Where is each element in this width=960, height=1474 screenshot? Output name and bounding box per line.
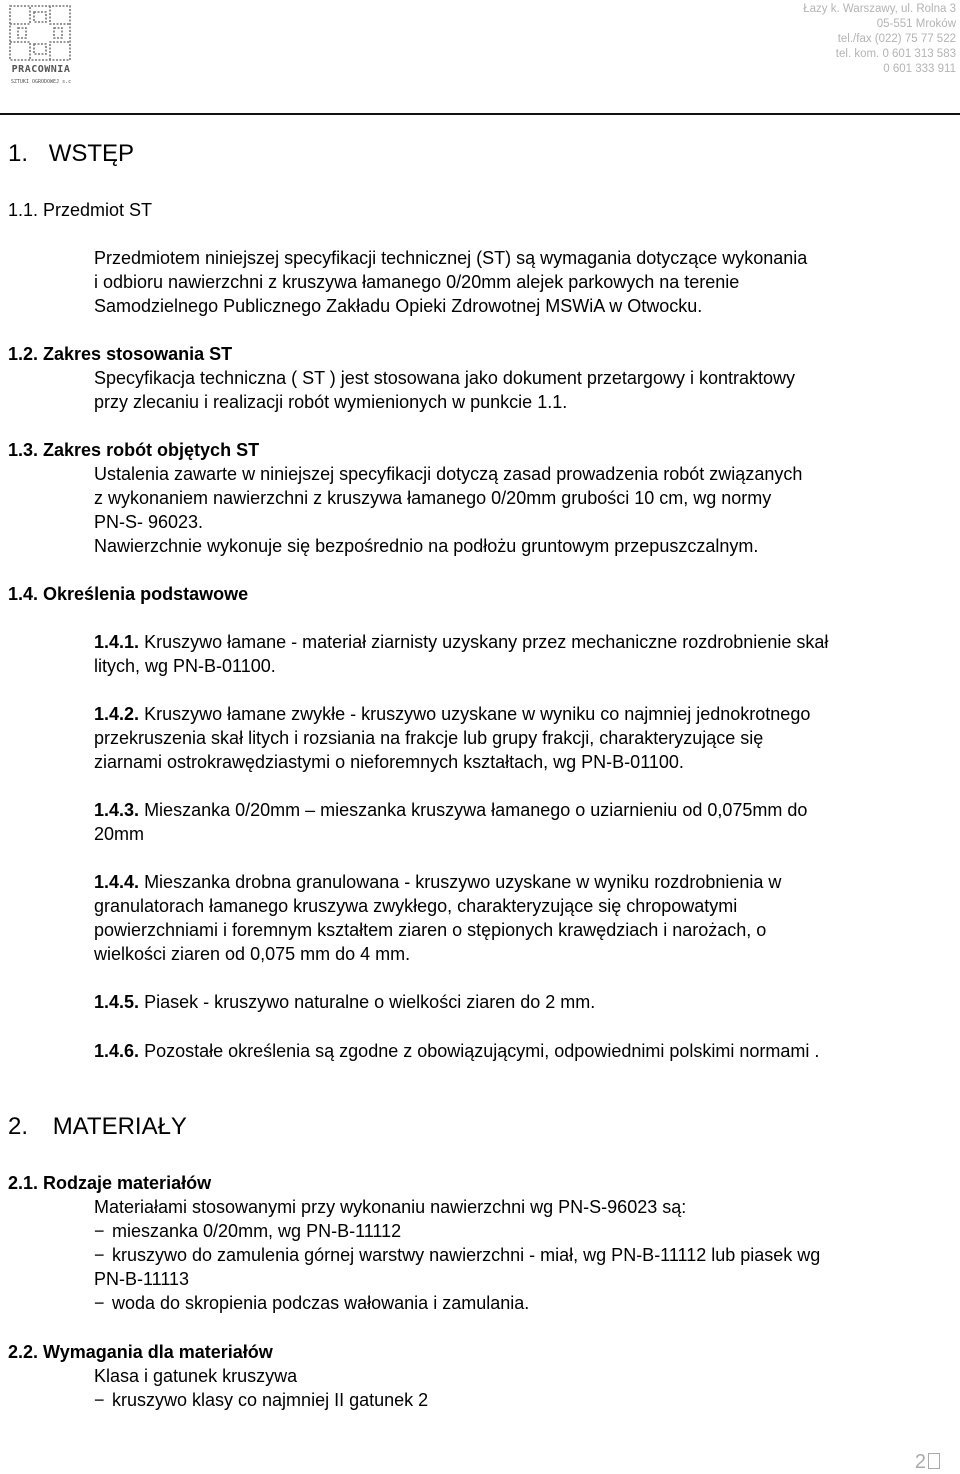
definition-number: 1.4.4.	[94, 872, 140, 892]
text-line: przy zlecaniu i realizacji robót wymienionych w punkcie 1.1.	[94, 392, 568, 412]
text-line: ziarnami ostrokrawędziastymi o nieforemnych kształtach, wg PN-B-01100.	[94, 752, 684, 772]
text-line: Piasek - kruszywo naturalne o wielkości ziaren do 2 mm.	[144, 992, 596, 1012]
text-line: Specyfikacja techniczna ( ST ) jest stosowana jako dokument przetargowy i kontraktowy	[94, 368, 795, 388]
subsection-2-1-title: 2.1. Rodzaje materiałów	[8, 1173, 212, 1193]
subsection-1-2-body	[94, 366, 795, 414]
text-line: przekruszenia skał litych i rozsiania na frakcje lub grupy frakcji, charakteryzujące się	[94, 728, 764, 748]
text-line: Mieszanka drobna granulowana - kruszywo uzyskane w wyniku rozdrobnienia w	[144, 872, 782, 892]
text-line: PN-S- 96023.	[94, 512, 204, 532]
contact-info	[803, 2, 956, 77]
text-line: z wykonaniem nawierzchni z kruszywa łamanego 0/20mm grubości 10 cm, wg normy	[94, 488, 772, 508]
contact-phone-fax: tel./fax (022) 75 77 522	[837, 33, 956, 45]
contact-address: Łazy k. Warszawy, ul. Rolna 3	[803, 3, 956, 15]
definition-1-4-4	[94, 870, 781, 966]
definition-number: 1.4.2.	[94, 704, 140, 724]
text-line: Pozostałe określenia są zgodne z obowiązującymi, odpowiednimi polskimi normami .	[144, 1041, 820, 1061]
definition-number: 1.4.5.	[94, 992, 140, 1012]
dash-bullet: −	[94, 1245, 105, 1265]
contact-postal: 05-551 Mroków	[876, 18, 956, 30]
missing-glyph-icon	[928, 1453, 940, 1469]
subsection-2-2-body	[94, 1364, 428, 1412]
subsection-1-2-title: 1.2. Zakres stosowania ST	[8, 344, 233, 364]
dash-bullet: −	[94, 1221, 105, 1241]
contact-mobile-1: tel. kom. 0 601 313 583	[835, 48, 956, 60]
logo-mark-icon	[8, 4, 74, 64]
subsection-2-1-body	[94, 1195, 820, 1315]
list-item	[94, 1219, 820, 1243]
text-line: powierzchniami i foremnym kształtem ziaren o stępionych krawędziach i narożach, o	[94, 920, 767, 940]
definition-1-4-6	[94, 1039, 819, 1063]
list-item-text: kruszywo do zamulenia górnej warstwy nawierzchni - miał, wg PN-B-11112 lub piasek wg	[112, 1245, 821, 1265]
page-number-value: 2	[914, 1451, 926, 1473]
subsection-1-3-body	[94, 462, 802, 558]
subsection-2-2-title: 2.2. Wymagania dla materiałów	[8, 1342, 273, 1362]
subsection-1-1-body	[94, 246, 807, 318]
definition-1-4-3	[94, 798, 807, 846]
text-line: 20mm	[94, 824, 145, 844]
text-line: i odbioru nawierzchni z kruszywa łamanego 0/20mm alejek parkowych na terenie	[94, 272, 740, 292]
subsection-1-1-title: 1.1. Przedmiot ST	[8, 200, 153, 220]
section-2-heading	[8, 1113, 187, 1141]
text-line: granulatorach łamanego kruszywa zwykłego, charakteryzujące się chropowatymi	[94, 896, 738, 916]
definition-number: 1.4.6.	[94, 1041, 140, 1061]
definition-1-4-5	[94, 990, 595, 1014]
text-line: Materiałami stosowanymi przy wykonaniu nawierzchni wg PN-S-96023 są:	[94, 1197, 687, 1217]
text-line: Mieszanka 0/20mm – mieszanka kruszywa łamanego o uziarnieniu od 0,075mm do	[144, 800, 808, 820]
definition-number: 1.4.3.	[94, 800, 140, 820]
text-line: Przedmiotem niniejszej specyfikacji technicznej (ST) są wymagania dotyczące wykonania	[94, 248, 808, 268]
company-logo	[8, 4, 74, 92]
list-item	[94, 1291, 820, 1315]
section-1-heading	[8, 140, 134, 168]
text-line: Nawierzchnie wykonuje się bezpośrednio na podłożu gruntowym przepuszczalnym.	[94, 536, 759, 556]
page-number	[915, 1450, 940, 1474]
header-divider	[0, 113, 960, 115]
list-item-text: kruszywo klasy co najmniej II gatunek 2	[112, 1390, 429, 1410]
dash-bullet: −	[94, 1293, 105, 1313]
logo-subtitle: SZTUKI OGRODOWEJ s.c	[10, 79, 72, 85]
list-item-text: mieszanka 0/20mm, wg PN-B-11112	[112, 1221, 402, 1241]
definition-number: 1.4.1.	[94, 632, 140, 652]
text-line: Kruszywo łamane zwykłe - kruszywo uzyskane w wyniku co najmniej jednokrotnego	[144, 704, 811, 724]
text-line: litych, wg PN-B-01100.	[94, 656, 276, 676]
text-line: Samodzielnego Publicznego Zakładu Opieki Zdrowotnej MSWiA w Otwocku.	[94, 296, 703, 316]
text-line: Kruszywo łamane - materiał ziarnisty uzyskany przez mechaniczne rozdrobnienie skał	[144, 632, 829, 652]
section-1-number: 1.	[8, 140, 29, 167]
section-2-title: MATERIAŁY	[52, 1113, 187, 1140]
text-line: wielkości ziaren od 0,075 mm do 4 mm.	[94, 944, 411, 964]
list-item	[94, 1243, 820, 1267]
subsection-1-3-title: 1.3. Zakres robót objętych ST	[8, 440, 260, 460]
logo-name: PRACOWNIA	[11, 64, 71, 75]
contact-mobile-2: 0 601 333 911	[883, 63, 956, 75]
dash-bullet: −	[94, 1390, 105, 1410]
definition-1-4-2	[94, 702, 810, 774]
list-item-continuation: PN-B-11113	[94, 1269, 190, 1289]
subsection-1-4-title: 1.4. Określenia podstawowe	[8, 584, 249, 604]
list-item-text: woda do skropienia podczas wałowania i zamulania.	[112, 1293, 530, 1313]
list-item	[94, 1388, 428, 1412]
section-1-title: WSTĘP	[48, 140, 135, 167]
text-line: Ustalenia zawarte w niniejszej specyfikacji dotyczą zasad prowadzenia robót związanych	[94, 464, 803, 484]
text-line: Klasa i gatunek kruszywa	[94, 1366, 298, 1386]
definition-1-4-1	[94, 630, 828, 678]
section-2-number: 2.	[8, 1113, 29, 1140]
